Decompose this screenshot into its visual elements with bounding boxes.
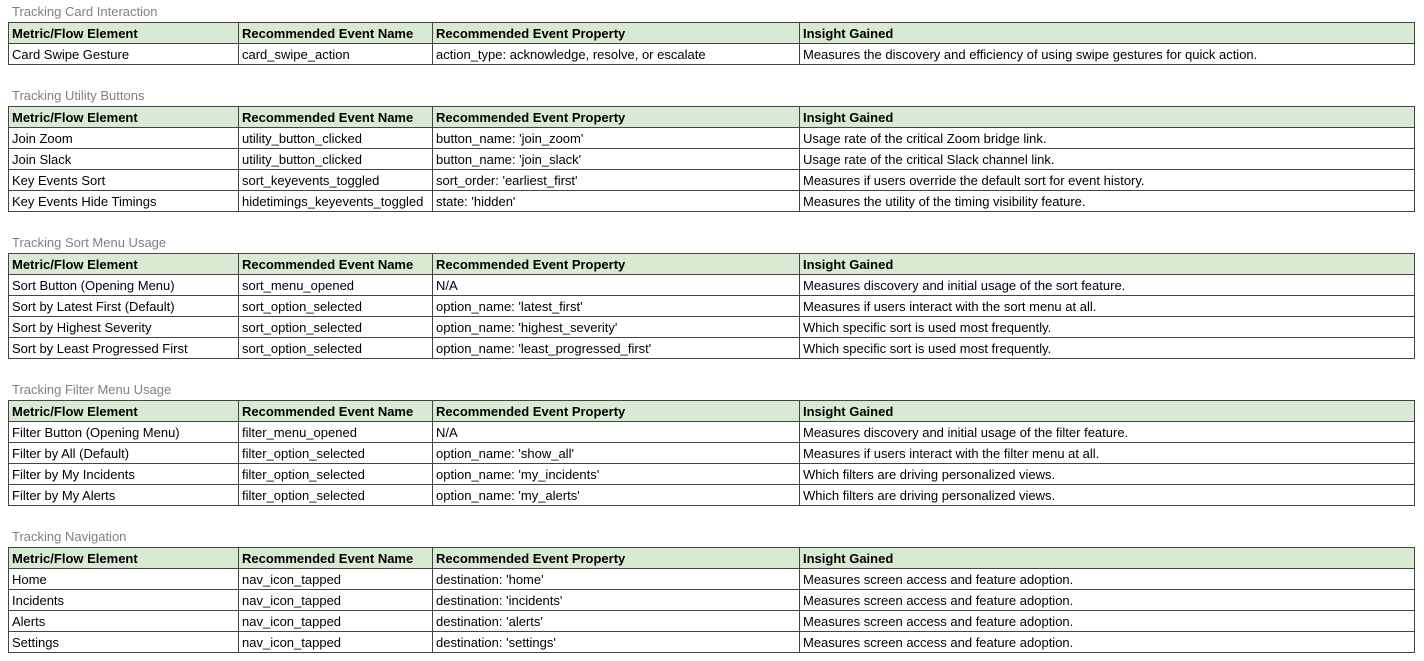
cell-event-property[interactable]: destination: 'settings' xyxy=(433,632,800,653)
table-row xyxy=(9,128,1415,149)
cell-event-property[interactable]: option_name: 'highest_severity' xyxy=(433,317,800,338)
cell-insight[interactable]: Measures if users interact with the sort menu at all. xyxy=(800,296,1415,317)
section-sort-menu xyxy=(8,233,1414,359)
header-row xyxy=(9,254,1415,275)
header-cell-event-name[interactable]: Recommended Event Name xyxy=(239,401,433,422)
cell-metric[interactable]: Sort by Highest Severity xyxy=(9,317,239,338)
cell-event-name[interactable]: sort_option_selected xyxy=(239,317,433,338)
cell-event-name[interactable]: sort_option_selected xyxy=(239,296,433,317)
header-cell-metric[interactable]: Metric/Flow Element xyxy=(9,23,239,44)
table-row xyxy=(9,569,1415,590)
cell-event-name[interactable]: sort_option_selected xyxy=(239,338,433,359)
header-cell-event-name[interactable]: Recommended Event Name xyxy=(239,23,433,44)
cell-insight[interactable]: Measures screen access and feature adoption. xyxy=(800,569,1415,590)
header-cell-metric[interactable]: Metric/Flow Element xyxy=(9,401,239,422)
cell-insight[interactable]: Measures discovery and initial usage of the filter feature. xyxy=(800,422,1415,443)
cell-metric[interactable]: Settings xyxy=(9,632,239,653)
cell-insight[interactable]: Measures discovery and initial usage of the sort feature. xyxy=(800,275,1415,296)
table-row xyxy=(9,170,1415,191)
table-row xyxy=(9,443,1415,464)
cell-event-property[interactable]: state: 'hidden' xyxy=(433,191,800,212)
table-row xyxy=(9,149,1415,170)
header-row xyxy=(9,23,1415,44)
cell-event-name[interactable]: card_swipe_action xyxy=(239,44,433,65)
table-row xyxy=(9,590,1415,611)
tracking-table xyxy=(8,253,1415,359)
table-row xyxy=(9,317,1415,338)
cell-event-property[interactable]: button_name: 'join_slack' xyxy=(433,149,800,170)
tracking-table xyxy=(8,400,1415,506)
cell-event-name[interactable]: nav_icon_tapped xyxy=(239,611,433,632)
cell-event-property[interactable]: option_name: 'my_incidents' xyxy=(433,464,800,485)
tracking-table xyxy=(8,106,1415,212)
cell-event-name[interactable]: nav_icon_tapped xyxy=(239,569,433,590)
table-row xyxy=(9,632,1415,653)
cell-event-property[interactable]: option_name: 'my_alerts' xyxy=(433,485,800,506)
section-title: Tracking Navigation xyxy=(12,529,127,544)
cell-event-name[interactable]: filter_menu_opened xyxy=(239,422,433,443)
section-card-interaction xyxy=(8,2,1414,65)
cell-metric[interactable]: Sort by Latest First (Default) xyxy=(9,296,239,317)
cell-event-property[interactable]: N/A xyxy=(433,275,800,296)
cell-event-property[interactable]: destination: 'alerts' xyxy=(433,611,800,632)
cell-event-name[interactable]: filter_option_selected xyxy=(239,464,433,485)
section-title: Tracking Card Interaction xyxy=(12,4,158,19)
tracking-table xyxy=(8,22,1415,65)
header-cell-event-property[interactable]: Recommended Event Property xyxy=(433,401,800,422)
table-row xyxy=(9,611,1415,632)
cell-event-property[interactable]: option_name: 'show_all' xyxy=(433,443,800,464)
section-title: Tracking Filter Menu Usage xyxy=(12,382,172,397)
cell-event-name[interactable]: sort_menu_opened xyxy=(239,275,433,296)
cell-event-property[interactable]: action_type: acknowledge, resolve, or escalate xyxy=(433,44,800,65)
header-cell-event-property[interactable]: Recommended Event Property xyxy=(433,107,800,128)
cell-insight[interactable]: Measures the discovery and efficiency of using swipe gestures for quick action. xyxy=(800,44,1415,65)
header-cell-event-property[interactable]: Recommended Event Property xyxy=(433,254,800,275)
table-row xyxy=(9,44,1415,65)
cell-metric[interactable]: Sort by Least Progressed First xyxy=(9,338,239,359)
cell-metric[interactable]: Join Slack xyxy=(9,149,239,170)
cell-metric[interactable]: Alerts xyxy=(9,611,239,632)
header-cell-insight[interactable]: Insight Gained xyxy=(800,254,1415,275)
table-row xyxy=(9,485,1415,506)
header-cell-insight[interactable]: Insight Gained xyxy=(800,23,1415,44)
table-row xyxy=(9,464,1415,485)
header-row xyxy=(9,401,1415,422)
cell-metric[interactable]: Join Zoom xyxy=(9,128,239,149)
header-row xyxy=(9,548,1415,569)
cell-metric[interactable]: Key Events Sort xyxy=(9,170,239,191)
cell-insight[interactable]: Measures screen access and feature adoption. xyxy=(800,632,1415,653)
header-cell-event-name[interactable]: Recommended Event Name xyxy=(239,548,433,569)
cell-event-property[interactable]: sort_order: 'earliest_first' xyxy=(433,170,800,191)
cell-event-name[interactable]: filter_option_selected xyxy=(239,443,433,464)
table-row xyxy=(9,296,1415,317)
cell-metric[interactable]: Filter by My Incidents xyxy=(9,464,239,485)
section-navigation xyxy=(8,527,1414,653)
section-title: Tracking Utility Buttons xyxy=(12,88,145,103)
cell-insight[interactable]: Measures screen access and feature adoption. xyxy=(800,590,1415,611)
cell-insight[interactable]: Measures the utility of the timing visibility feature. xyxy=(800,191,1415,212)
cell-insight[interactable]: Measures screen access and feature adoption. xyxy=(800,611,1415,632)
header-cell-event-name[interactable]: Recommended Event Name xyxy=(239,254,433,275)
header-cell-insight[interactable]: Insight Gained xyxy=(800,401,1415,422)
cell-event-property[interactable]: option_name: 'least_progressed_first' xyxy=(433,338,800,359)
cell-event-name[interactable]: utility_button_clicked xyxy=(239,149,433,170)
cell-event-name[interactable]: utility_button_clicked xyxy=(239,128,433,149)
section-title: Tracking Sort Menu Usage xyxy=(12,235,167,250)
cell-event-property[interactable]: N/A xyxy=(433,422,800,443)
cell-metric[interactable]: Filter by All (Default) xyxy=(9,443,239,464)
header-cell-event-name[interactable]: Recommended Event Name xyxy=(239,107,433,128)
cell-metric[interactable]: Sort Button (Opening Menu) xyxy=(9,275,239,296)
table-row xyxy=(9,191,1415,212)
header-cell-insight[interactable]: Insight Gained xyxy=(800,107,1415,128)
cell-event-property[interactable]: destination: 'home' xyxy=(433,569,800,590)
header-cell-insight[interactable]: Insight Gained xyxy=(800,548,1415,569)
section-filter-menu xyxy=(8,380,1414,506)
cell-event-name[interactable]: hidetimings_keyevents_toggled xyxy=(239,191,433,212)
cell-insight[interactable]: Which specific sort is used most frequently. xyxy=(800,317,1415,338)
cell-insight[interactable]: Which filters are driving personalized views. xyxy=(800,485,1415,506)
table-row xyxy=(9,275,1415,296)
cell-metric[interactable]: Card Swipe Gesture xyxy=(9,44,239,65)
header-row xyxy=(9,107,1415,128)
cell-metric[interactable]: Filter by My Alerts xyxy=(9,485,239,506)
cell-metric[interactable]: Incidents xyxy=(9,590,239,611)
cell-insight[interactable]: Usage rate of the critical Slack channel link. xyxy=(800,149,1415,170)
cell-metric[interactable]: Key Events Hide Timings xyxy=(9,191,239,212)
tracking-table xyxy=(8,547,1415,653)
cell-insight[interactable]: Measures if users override the default sort for event history. xyxy=(800,170,1415,191)
table-row xyxy=(9,338,1415,359)
header-cell-metric[interactable]: Metric/Flow Element xyxy=(9,254,239,275)
cell-insight[interactable]: Which specific sort is used most frequently. xyxy=(800,338,1415,359)
cell-event-name[interactable]: filter_option_selected xyxy=(239,485,433,506)
cell-event-name[interactable]: nav_icon_tapped xyxy=(239,632,433,653)
header-cell-metric[interactable]: Metric/Flow Element xyxy=(9,548,239,569)
cell-insight[interactable]: Which filters are driving personalized views. xyxy=(800,464,1415,485)
header-cell-event-property[interactable]: Recommended Event Property xyxy=(433,23,800,44)
cell-event-name[interactable]: sort_keyevents_toggled xyxy=(239,170,433,191)
header-cell-metric[interactable]: Metric/Flow Element xyxy=(9,107,239,128)
cell-metric[interactable]: Home xyxy=(9,569,239,590)
header-cell-event-property[interactable]: Recommended Event Property xyxy=(433,548,800,569)
cell-event-property[interactable]: option_name: 'latest_first' xyxy=(433,296,800,317)
cell-insight[interactable]: Measures if users interact with the filter menu at all. xyxy=(800,443,1415,464)
cell-event-property[interactable]: button_name: 'join_zoom' xyxy=(433,128,800,149)
cell-event-property[interactable]: destination: 'incidents' xyxy=(433,590,800,611)
cell-event-name[interactable]: nav_icon_tapped xyxy=(239,590,433,611)
cell-insight[interactable]: Usage rate of the critical Zoom bridge link. xyxy=(800,128,1415,149)
cell-metric[interactable]: Filter Button (Opening Menu) xyxy=(9,422,239,443)
section-utility-buttons xyxy=(8,86,1414,212)
table-row xyxy=(9,422,1415,443)
